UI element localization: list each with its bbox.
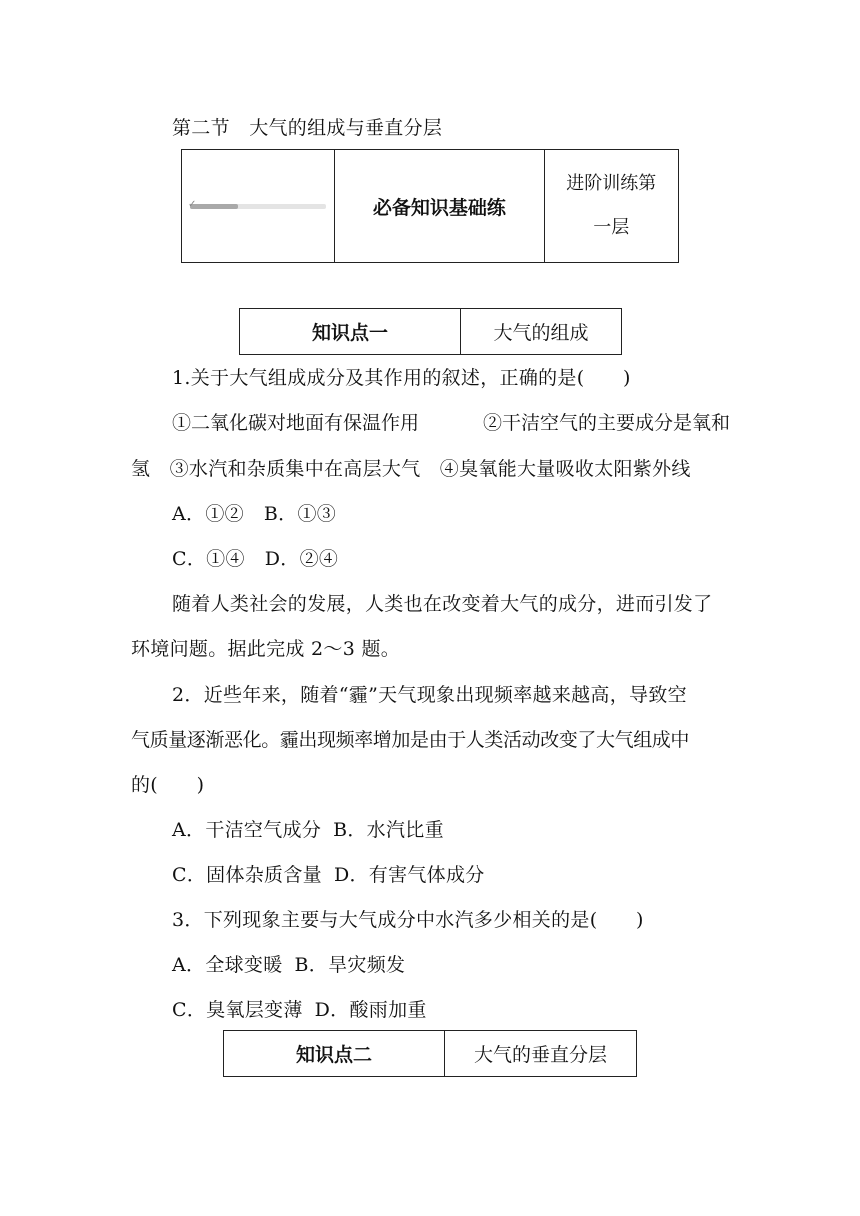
q3-option-b: B．旱灾频发	[294, 954, 406, 976]
header-right-label	[544, 150, 679, 263]
q2-line-2: 气质量逐渐恶化。霾出现频率增加是由于人类活动改变了大气组成中	[131, 729, 690, 751]
header-right-line1: 进阶训练第	[566, 173, 657, 194]
q1-option-d: D．②④	[264, 548, 339, 570]
knowledge-point-2-topic: 大气的垂直分层	[445, 1031, 637, 1077]
knowledge-point-1-table	[239, 308, 622, 355]
knowledge-point-1-topic: 大气的组成	[461, 309, 622, 355]
q2-line-3: 的( )	[131, 774, 205, 796]
q2-option-d: D．有害气体成分	[333, 864, 485, 886]
knowledge-point-2-table	[223, 1030, 637, 1077]
check-icon: ✓	[188, 199, 197, 210]
q2-line-1: 2．近些年来，随着“霾”天气现象出现频率越来越高，导致空	[172, 684, 687, 706]
q3-options-row-2	[172, 998, 427, 1022]
q1-stem: 1.关于大气组成成分及其作用的叙述，正确的是( )	[172, 367, 631, 389]
q3-stem: 3．下列现象主要与大气成分中水汽多少相关的是( )	[172, 909, 644, 931]
q1-statements-line1	[172, 411, 730, 435]
header-table	[181, 149, 679, 263]
q3-option-c: C．臭氧层变薄	[172, 999, 303, 1021]
q1-option-b: B．①③	[263, 503, 337, 525]
q1-statements-line2: 氢 ③水汽和杂质集中在高层大气 ④臭氧能大量吸收太阳紫外线	[131, 458, 691, 480]
progress-fill	[190, 204, 238, 209]
q1-option-c: C．①④	[172, 548, 245, 570]
q2-options-row-1	[172, 818, 444, 842]
q2-option-b: B．水汽比重	[333, 819, 444, 841]
q3-options-row-1	[172, 953, 405, 977]
progress-bar	[188, 199, 326, 210]
q2-option-a: A．干洁空气成分	[172, 819, 322, 841]
q2-option-c: C．固体杂质含量	[172, 864, 322, 886]
q1-statement-1: ①二氧化碳对地面有保温作用	[172, 412, 420, 434]
q1-statement-2: ②干洁空气的主要成分是氧和	[482, 412, 730, 434]
header-center-label: 必备知识基础练	[335, 150, 544, 263]
intro-line-2: 环境问题。据此完成 2～3 题。	[131, 638, 401, 660]
q3-option-a: A．全球变暖	[172, 954, 283, 976]
q2-options-row-2	[172, 863, 485, 887]
q1-option-a: A．①②	[172, 503, 244, 525]
q1-options-row-1	[172, 502, 336, 526]
q3-option-d: D．酸雨加重	[314, 999, 427, 1021]
header-right-line2: 一层	[593, 217, 630, 238]
q1-options-row-2	[172, 547, 338, 571]
section-title: 第二节 大气的组成与垂直分层	[172, 117, 443, 139]
knowledge-point-2-label: 知识点二	[224, 1031, 445, 1077]
intro-line-1: 随着人类社会的发展，人类也在改变着大气的成分，进而引发了	[172, 593, 713, 615]
knowledge-point-1-label: 知识点一	[240, 309, 461, 355]
progress-cell	[182, 150, 335, 263]
